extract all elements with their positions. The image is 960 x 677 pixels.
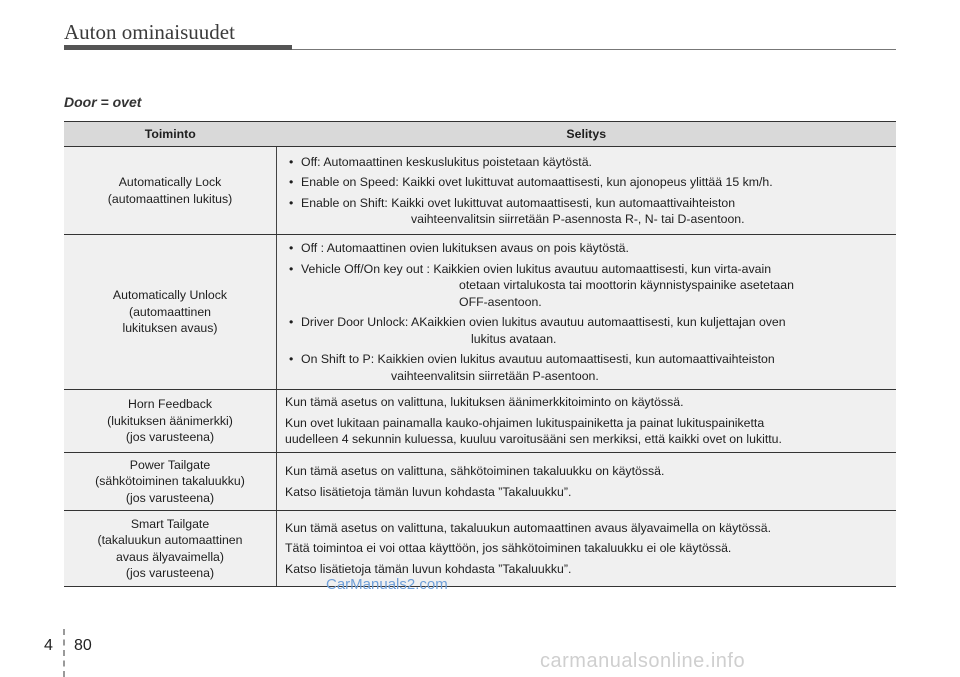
option-text-line: • Off: Automaattinen keskuslukitus poistetaan käytöstä. xyxy=(301,154,592,169)
header-rule-thin xyxy=(292,49,896,50)
table-row xyxy=(64,453,896,511)
option-list xyxy=(285,240,888,384)
function-name-line: (takaluukun automaattinen xyxy=(97,533,243,547)
option-item xyxy=(285,174,888,191)
header-rule-thick xyxy=(64,45,292,50)
watermark-link[interactable]: CarManuals2.com xyxy=(326,576,448,593)
description-text-line: uudelleen 4 sekunnin kuluessa, kuuluu varoitusääni sen merkiksi, että kaikki ovet on lukittu. xyxy=(285,432,782,447)
option-text-line: • Vehicle Off/On key out : Kaikkien ovien lukitus avautuu automaattisesti, kun virta-avain xyxy=(301,261,772,276)
function-name-line: Automatically Lock xyxy=(118,175,222,189)
description-paragraph xyxy=(285,394,888,411)
option-item xyxy=(285,261,888,311)
function-name-line: (lukituksen äänimerkki) xyxy=(107,413,233,428)
table-row xyxy=(64,511,896,587)
description-cell xyxy=(277,147,897,235)
function-name-line: (automaattinen xyxy=(128,304,212,319)
description-cell xyxy=(277,453,897,511)
option-item xyxy=(285,240,888,257)
description-paragraph xyxy=(285,540,888,557)
function-cell xyxy=(64,147,277,235)
description-cell xyxy=(277,235,897,390)
description-text-line: Kun tämä asetus on valittuna, lukituksen äänimerkkitoiminto on käytössä. xyxy=(285,395,684,410)
site-watermark: carmanualsonline.info xyxy=(540,650,746,672)
chapter-title: Auton ominaisuudet xyxy=(64,20,235,44)
table-row xyxy=(64,235,896,390)
function-name-line: Horn Feedback xyxy=(127,397,213,412)
option-text-line: • Off : Automaattinen ovien lukituksen avaus on pois käytöstä. xyxy=(301,241,629,255)
option-list xyxy=(285,154,888,228)
description-cell xyxy=(277,390,897,453)
page-number-separator xyxy=(63,629,65,677)
option-text-line: • Enable on Speed: Kaikki ovet lukittuvat automaattisesti, kun ajonopeus ylittää 15 km/h. xyxy=(301,175,773,189)
function-cell xyxy=(64,390,277,453)
function-cell xyxy=(64,511,277,587)
function-name-line: Smart Tailgate xyxy=(130,516,210,531)
function-cell xyxy=(64,235,277,390)
function-name-line: Automatically Unlock xyxy=(112,288,228,303)
table-header-row xyxy=(64,122,896,147)
description-text-line: Kun tämä asetus on valittuna, takaluukun automaattinen avaus älyavaimella on käytössä. xyxy=(285,520,772,535)
option-text-line: vaihteenvalitsin siirretään P-asennosta R-, N- tai D-asentoon. xyxy=(411,212,745,226)
option-item xyxy=(285,314,888,347)
function-name-line: (jos varusteena) xyxy=(125,566,215,580)
option-text-line: • On Shift to P: Kaikkien ovien lukitus avautuu automaattisesti, kun automaattivaihteiston xyxy=(301,352,775,366)
description-text-line: Kun ovet lukitaan painamalla kauko-ohjaimen lukituspainiketta ja painat lukituspainiketta xyxy=(285,415,765,430)
option-text-line: • Driver Door Unlock: AKaikkien ovien lukitus avautuu automaattisesti, kun kuljettajan oven xyxy=(301,315,786,329)
door-settings-table xyxy=(64,121,896,587)
chapter-number: 4 xyxy=(44,637,53,654)
column-header-function: Toiminto xyxy=(64,122,277,147)
option-text-line: vaihteenvalitsin siirretään P-asentoon. xyxy=(391,368,599,383)
table-body xyxy=(64,147,896,587)
description-paragraph xyxy=(285,463,888,480)
option-item xyxy=(285,351,888,384)
option-item xyxy=(285,195,888,228)
description-paragraph xyxy=(285,484,888,501)
section-title: Door = ovet xyxy=(64,94,142,110)
description-paragraph xyxy=(285,561,888,578)
function-name-line: (jos varusteena) xyxy=(125,430,215,445)
table-row xyxy=(64,147,896,235)
function-name-line: avaus älyavaimella) xyxy=(116,549,224,564)
description-text-line: Katso lisätietoja tämän luvun kohdasta ”Takaluukku”. xyxy=(285,484,572,499)
option-text-line: • Enable on Shift: Kaikki ovet lukittuvat automaattisesti, kun automaattivaihteiston xyxy=(301,195,736,210)
option-item xyxy=(285,154,888,171)
description-paragraph xyxy=(285,415,888,448)
column-header-description: Selitys xyxy=(277,122,897,147)
option-text-line: OFF-asentoon. xyxy=(459,294,542,309)
description-text-line: Tätä toimintoa ei voi ottaa käyttöön, jos sähkötoiminen takaluukku ei ole käytössä. xyxy=(285,541,732,556)
function-cell xyxy=(64,453,277,511)
description-text-line: Katso lisätietoja tämän luvun kohdasta ”Takaluukku”. xyxy=(285,561,572,576)
function-name-line: (jos varusteena) xyxy=(125,490,215,505)
description-paragraph xyxy=(285,520,888,537)
function-name-line: lukituksen avaus) xyxy=(122,321,218,336)
description-text-line: Kun tämä asetus on valittuna, sähkötoiminen takaluukku on käytössä. xyxy=(285,464,665,478)
function-name-line: (sähkötoiminen takaluukku) xyxy=(95,474,245,489)
option-text-line: lukitus avataan. xyxy=(471,331,557,346)
function-name-line: (automaattinen lukitus) xyxy=(107,191,233,206)
table-row xyxy=(64,390,896,453)
page-number: 80 xyxy=(74,637,92,654)
function-name-line: Power Tailgate xyxy=(129,457,211,472)
option-text-line: otetaan virtalukosta tai moottorin käynnistyspainike asetetaan xyxy=(459,278,794,292)
